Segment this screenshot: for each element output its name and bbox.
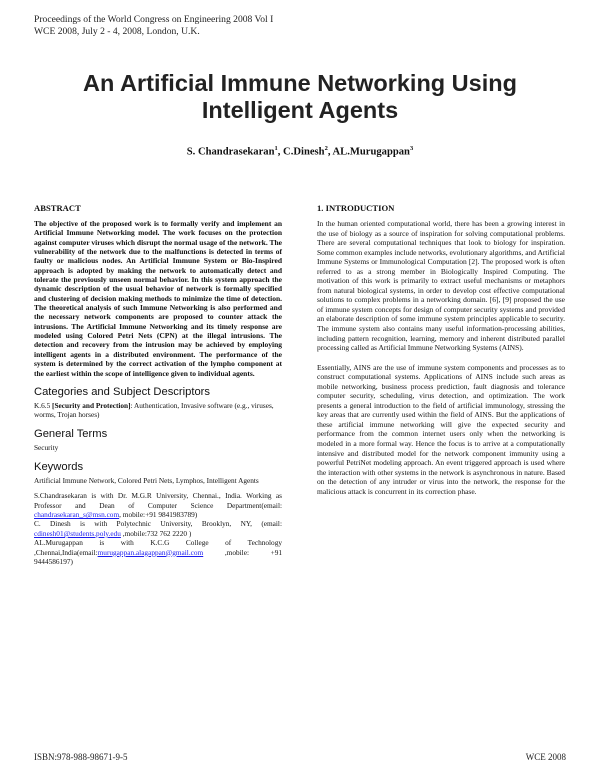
affiliation-2 [34, 519, 282, 538]
author-1: S. Chandrasekaran [186, 146, 275, 158]
author-2: C.Dinesh [283, 146, 325, 158]
abstract-text: The objective of the proposed work is to formally verify and implement an Artificial Immune Networking model. The work focuses on the protection against computer viruses which disrupt the normal usage of the network. The vulnerability of the network due to the malfunctions is detected in terms of faulty or malicious nodes. An Artificial Immune System or Bio-Inspired approach is adopted by making the network to automatically detect and tolerate the previously unseen normal behavior. In this system approach the dynamic description of the usual behavior of network is formally specified and clustering of decision making methods to minimize the time of detection. The theoretical analysis of such Immune Networking is also performed and the necessary network components are proposed to counter attack the intrusions. The Artificial Immune Networking and its timely response are modeled using Colored Petri Nets (CPN) at the illegal intrusions. The detection and recovery from the intrusion may be achieved by employing intelligent agents in a distributed environment. The performance of the system is determined by the correct activation of the lympho component at the earliest within the scope of intelligence given to individual agents. [34, 219, 282, 378]
email-link-2[interactable]: cdinesh01@students.poly.edu [34, 528, 121, 538]
header-line-2: WCE 2008, July 2 - 4, 2008, London, U.K. [34, 26, 200, 37]
introduction-paragraph-2: Essentially, AINS are the use of immune system components and processes as to construct computational systems. Applications of AINS include such areas as mobile networking, business process prediction, fault diagnosis and tolerance computer security, scheduling, virus detection, and optimization. The work presents a general introduction to the field of artificial immunology, stressing the key areas that are currently used within the field of AINS. But the applications of these artificial immune networking will give the expected security and performance from the common internet users only when the networking is modeled in a more formal way. Hence the focus is to arrive at a computationally intensive and distributed model for the network component immunity using a powerful PetriNet modeling approach. An event triggered approach is used where the interaction with other systems in the network is asynchronous in nature. Based on the detection of any intruder or virus into the network, the response for the malicious attack is concurrent in its correction phase. [317, 362, 565, 496]
affiliation-1-text: S.Chandrasekaran is with Dr. M.G.R University, Chennai., India. Working as Professor and Dean of Computer Science Department(email: [34, 491, 282, 510]
proceedings-header [34, 14, 273, 38]
author-1-sup: 1 [274, 145, 278, 152]
title-line-1: An Artificial Immune Networking Using [83, 70, 517, 96]
affiliation-2-text: C. Dinesh is with Polytechnic University, Brooklyn, NY, (email: [34, 519, 282, 529]
footer-conference: WCE 2008 [525, 752, 566, 762]
author-list: S. Chandrasekaran$^1$, C.Dinesh$^2$, AL.Murugappan$^3$ [186, 145, 414, 158]
affiliation-3 [34, 538, 282, 566]
right-column [317, 203, 565, 496]
email-link-1[interactable]: chandrasekaran_s@msn.com [34, 510, 120, 520]
categories-rest: : Authentication, Invasive software (e.g., viruses, worms, Trojan horses) [34, 400, 274, 420]
categories-heading: Categories and Subject Descriptors [34, 385, 210, 398]
left-column [34, 203, 282, 566]
general-terms-heading: General Terms [34, 428, 108, 441]
author-3-sup: 3 [409, 145, 414, 152]
affiliation-3-tail: ,mobile: +91 9444586197) [34, 547, 282, 567]
author-3: AL.Murugappan [332, 146, 410, 158]
keywords-heading: Keywords [34, 460, 84, 473]
title-line-2: Intelligent Agents [201, 97, 399, 123]
author-2-sup: 2 [324, 145, 328, 152]
abstract-heading: ABSTRACT [34, 203, 81, 213]
keywords-text: Artificial Immune Network, Colored Petri Nets, Lymphos, Intelligent Agents [34, 475, 259, 485]
affiliation-3-text: AL.Murugappan is with K.C.G College of Technology ,Chennai,India(email: [34, 538, 282, 557]
general-terms-text: Security [34, 443, 59, 453]
categories-text [34, 401, 282, 420]
footer-isbn: ISBN:978-988-98671-9-5 [34, 752, 128, 762]
categories-code: K.6.5 [34, 400, 51, 410]
introduction-paragraph-1: In the human oriented computational world, there has been a growing interest in the use of biology as a source of inspiration for solving computational problems. There are several computational techniques that look to biology for inspiration. Some common examples include networks, evolutionary algorithms, and Artificial Immune Systems or Immunological Computation [2]. The proposed work is often referred to as a strong member in Biologically Inspired Computing. The motivation of this work is primarily to extract useful mechanisms or metaphors from natural biological systems, in order to develop cost effective computational solutions to complex problems in a networking domain. [6], [9] proposed the use of immune system concepts for design of computer security systems and provided an elaborate description of some immune system principles applicable to security. The immune system also contains many useful information-processing abilities, including pattern recognition, learning, memory and inherent distributed parallel processing called as Artificial Immune Networking Systems (AINS). [317, 219, 565, 353]
email-link-3[interactable]: murugappan.alagappan@gmail.com [97, 547, 204, 557]
affiliation-1-tail: , mobile:+91 9841983789) [119, 510, 198, 520]
affiliation-1 [34, 491, 282, 519]
paper-title [0, 70, 600, 124]
categories-bold: [Security and Protection] [52, 400, 131, 410]
affiliation-2-tail: ,mobile:732 762 2220 ) [120, 528, 192, 538]
header-line-1: Proceedings of the World Congress on Engineering 2008 Vol I [34, 14, 274, 25]
introduction-heading: 1. INTRODUCTION [317, 203, 395, 213]
